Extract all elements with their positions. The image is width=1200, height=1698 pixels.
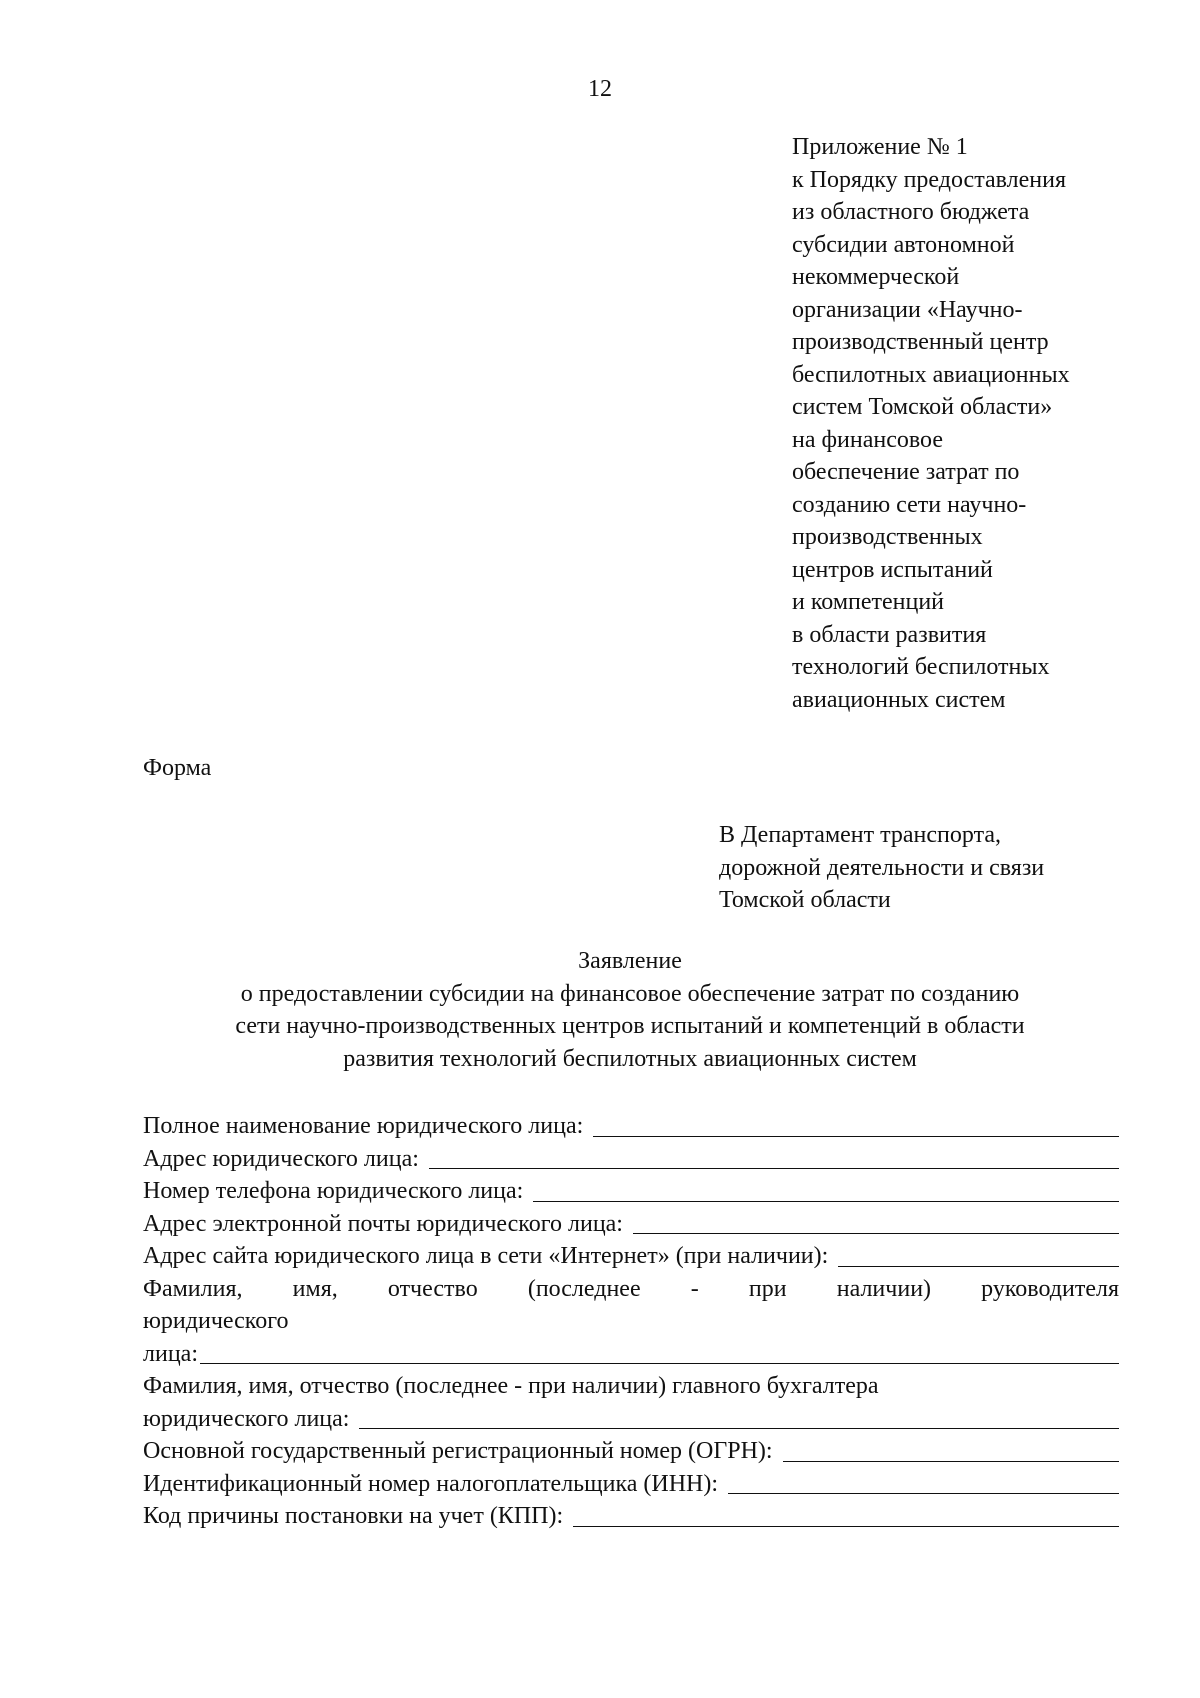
appendix-line: на финансовое [792, 426, 943, 453]
appendix-line: центров испытаний [792, 556, 993, 583]
website-blank[interactable] [838, 1266, 1119, 1267]
title-line: о предоставлении субсидии на финансовое обеспечение затрат по созданию [240, 980, 1020, 1007]
page-number: 12 [588, 76, 612, 102]
inn-blank[interactable] [728, 1493, 1119, 1494]
appendix-line: некоммерческой [792, 264, 960, 290]
appendix-line: производственный центр [792, 329, 1049, 355]
recipient-block [719, 819, 1159, 917]
field-accountant [143, 1403, 1119, 1436]
field-label: лица: [143, 1340, 198, 1367]
field-full-name [143, 1110, 1119, 1143]
appendix-line: обеспечение затрат по [792, 459, 1020, 485]
field-label: Основной государственный регистрационный номер (ОГРН): [143, 1438, 773, 1464]
application-fields [143, 1110, 1119, 1533]
field-email [143, 1208, 1119, 1241]
title-line: сети научно-производственных центров испытаний и компетенций в области [235, 1013, 1025, 1039]
appendix-line: систем Томской области» [792, 394, 1053, 420]
field-label: Адрес сайта юридического лица в сети «Интернет» (при наличии): [143, 1243, 829, 1269]
full-name-blank[interactable] [593, 1136, 1119, 1137]
appendix-line: Приложение № 1 [792, 134, 968, 160]
appendix-line: организации «Научно- [792, 296, 1023, 323]
field-head [143, 1338, 1119, 1371]
field-ogrn [143, 1435, 1119, 1468]
appendix-line: и компетенций [792, 589, 945, 615]
field-kpp [143, 1500, 1119, 1533]
address-blank[interactable] [429, 1168, 1119, 1169]
field-label: Полное наименование юридического лица: [143, 1113, 584, 1139]
appendix-line: беспилотных авиационных [792, 361, 1070, 388]
field-phone [143, 1175, 1119, 1208]
email-blank[interactable] [633, 1233, 1119, 1234]
recipient-line: Томской области [719, 887, 891, 913]
field-website [143, 1240, 1119, 1273]
ogrn-blank[interactable] [783, 1461, 1119, 1462]
field-label: Код причины постановки на учет (КПП): [143, 1503, 564, 1529]
field-head-label: Фамилия, имя, отчество (последнее - при наличии) руководителя [143, 1275, 1119, 1302]
field-accountant-label: Фамилия, имя, отчество (последнее - при наличии) главного бухгалтера [143, 1373, 879, 1399]
recipient-line: дорожной деятельности и связи [719, 854, 1045, 881]
field-inn [143, 1468, 1119, 1501]
kpp-blank[interactable] [573, 1526, 1119, 1527]
appendix-line: созданию сети научно- [792, 491, 1027, 518]
appendix-header [792, 131, 1182, 716]
recipient-line: В Департамент транспорта, [719, 822, 1001, 848]
accountant-blank[interactable] [359, 1428, 1119, 1429]
field-label: Идентификационный номер налогоплательщика (ИНН): [143, 1470, 719, 1497]
field-address [143, 1143, 1119, 1176]
field-label: Адрес электронной почты юридического лица: [143, 1210, 623, 1237]
appendix-line: технологий беспилотных [792, 654, 1050, 680]
appendix-line: к Порядку предоставления [792, 166, 1067, 193]
form-label: Форма [143, 755, 212, 781]
appendix-line: субсидии автономной [792, 231, 1015, 258]
phone-blank[interactable] [533, 1201, 1119, 1202]
appendix-line: производственных [792, 524, 983, 550]
appendix-line: в области развития [792, 621, 987, 648]
title-heading: Заявление [578, 948, 682, 974]
appendix-line: из областного бюджета [792, 199, 1030, 225]
appendix-line: авиационных систем [792, 686, 1006, 713]
field-label: Адрес юридического лица: [143, 1145, 419, 1172]
title-line: развития технологий беспилотных авиационных систем [343, 1045, 917, 1072]
field-label: Номер телефона юридического лица: [143, 1178, 524, 1204]
field-label: юридического лица: [143, 1405, 350, 1432]
document-title [120, 945, 1140, 1075]
head-blank[interactable] [200, 1363, 1119, 1364]
field-head-label-cont: юридического [143, 1308, 289, 1334]
